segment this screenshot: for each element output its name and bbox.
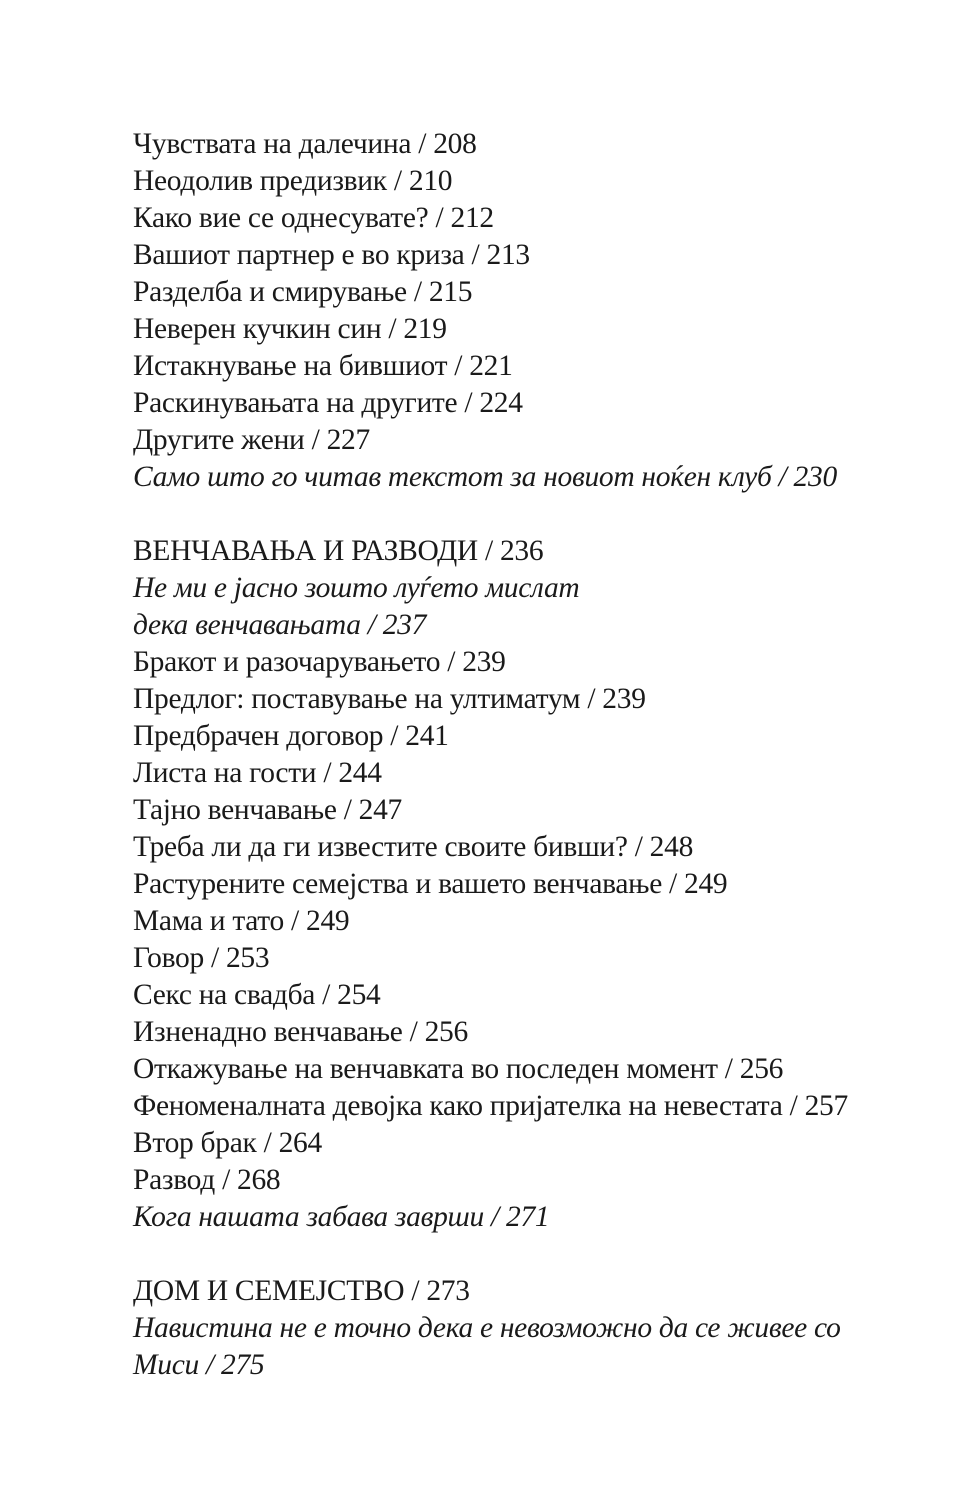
toc-entry: Листа на гости / 244 [133,757,382,789]
toc-entry: Другите жени / 227 [133,424,370,456]
toc-group-home-family [133,1273,953,1384]
toc-entry: Вашиот партнер е во криза / 213 [133,239,530,271]
toc-entry-italic: Само што го читав текстот за новиот ноќен клуб / 230 [133,461,837,493]
toc-entry: Мама и тато / 249 [133,905,350,937]
toc-group-1 [133,126,953,496]
toc-entry: Секс на свадба / 254 [133,979,381,1011]
toc-entry: Предлог: поставување на ултиматум / 239 [133,683,646,715]
toc-entry: Говор / 253 [133,942,270,974]
section-spacer [133,1236,953,1273]
toc-entry: Како вие се однесувате? / 212 [133,202,494,234]
toc-entry-italic: Не ми е јасно зошто луѓето мислат [133,572,580,604]
toc-entry: Неверен кучкин син / 219 [133,313,447,345]
toc-group-weddings-divorces [133,533,953,1236]
toc-section-heading: ДОМ И СЕМЕЈСТВО / 273 [133,1275,470,1307]
table-of-contents [133,126,953,1384]
toc-entry: Треба ли да ги известите своите бивши? / 248 [133,831,694,863]
section-spacer [133,496,953,533]
toc-entry: Втор брак / 264 [133,1127,322,1159]
toc-entry-italic: Кога нашата забава заврши / 271 [133,1201,550,1233]
toc-entry: Бракот и разочарувањето / 239 [133,646,506,678]
toc-section-heading: ВЕНЧАВАЊА И РАЗВОДИ / 236 [133,535,544,567]
toc-entry: Тајно венчавање / 247 [133,794,403,826]
toc-entry: Предбрачен договор / 241 [133,720,449,752]
toc-entry-italic: дека венчавањата / 237 [133,609,427,641]
toc-entry: Истакнување на бившиот / 221 [133,350,513,382]
toc-entry: Раскинувањата на другите / 224 [133,387,523,419]
toc-entry: Изненадно венчавање / 256 [133,1016,468,1048]
toc-entry: Растурените семејства и вашето венчавање / 249 [133,868,728,900]
toc-entry: Развод / 268 [133,1164,281,1196]
toc-entry: Откажување на венчавката во последен момент / 256 [133,1053,784,1085]
toc-entry: Неодолив предизвик / 210 [133,165,453,197]
toc-entry-italic: Навистина не е точно дека е невозможно да се живее со [133,1312,841,1344]
toc-entry-italic: Миси / 275 [133,1349,265,1381]
toc-entry: Разделба и смирување / 215 [133,276,473,308]
toc-entry: Феноменалната девојка како пријателка на невестата / 257 [133,1090,848,1122]
toc-entry: Чувствата на далечина / 208 [133,128,477,160]
